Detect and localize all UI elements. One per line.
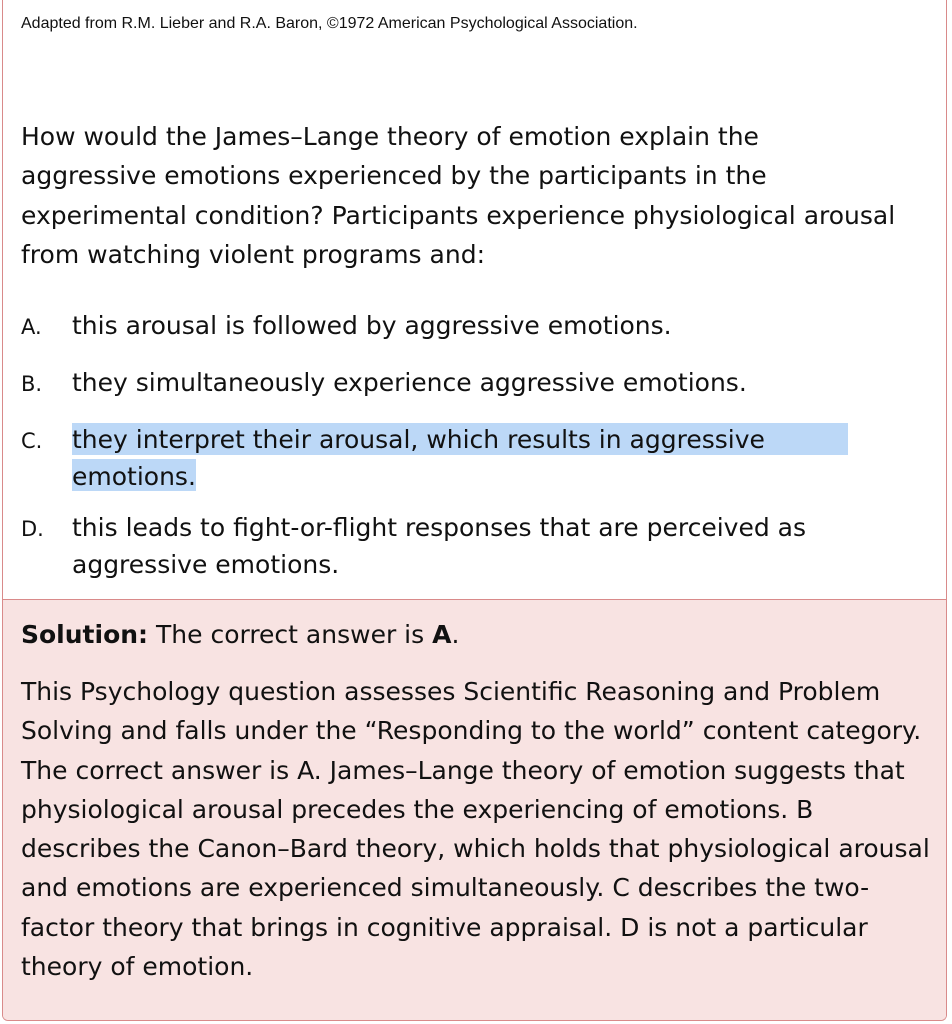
correct-answer-letter: A <box>432 620 452 649</box>
option-letter: C. <box>21 429 43 453</box>
solution-header <box>21 617 459 653</box>
solution-suffix: . <box>451 620 460 649</box>
option-text: this arousal is followed by aggressive emotions. <box>72 311 672 340</box>
option-letter: B. <box>21 372 43 396</box>
option-letter: A. <box>21 315 42 339</box>
option-text: they interpret their arousal, which results in aggressive emotions. <box>72 425 765 491</box>
option-text: this leads to fight-or-flight responses that are perceived as aggressive emotions. <box>72 513 806 579</box>
source-citation: Adapted from R.M. Lieber and R.A. Baron, ©1972 American Psychological Association. <box>21 15 638 32</box>
option-text: they simultaneously experience aggressive emotions. <box>72 368 747 397</box>
solution-panel <box>3 600 946 1021</box>
question-stem: How would the James–Lange theory of emotion explain the aggressive emotions experienced by the participants in the experimental condition? Participants experience physiological arousal from watching violent programs and: <box>21 122 896 269</box>
solution-prefix: The correct answer is <box>156 620 425 649</box>
question-card <box>2 0 947 1021</box>
option-letter: D. <box>21 517 44 541</box>
question-section <box>3 0 946 600</box>
solution-label: Solution: <box>21 620 149 649</box>
solution-explanation: This Psychology question assesses Scientific Reasoning and Problem Solving and falls under the “Responding to the world” content category. The correct answer is A. James–Lange theory of emotion suggests that physiological arousal precedes the experiencing of emotions. B describes the Canon–Bard theory, which holds that physiological arousal and emotions are experienced simultaneously. C describes the two-factor theory that brings in cognitive appraisal. D is not a particular theory of emotion. <box>21 677 930 982</box>
